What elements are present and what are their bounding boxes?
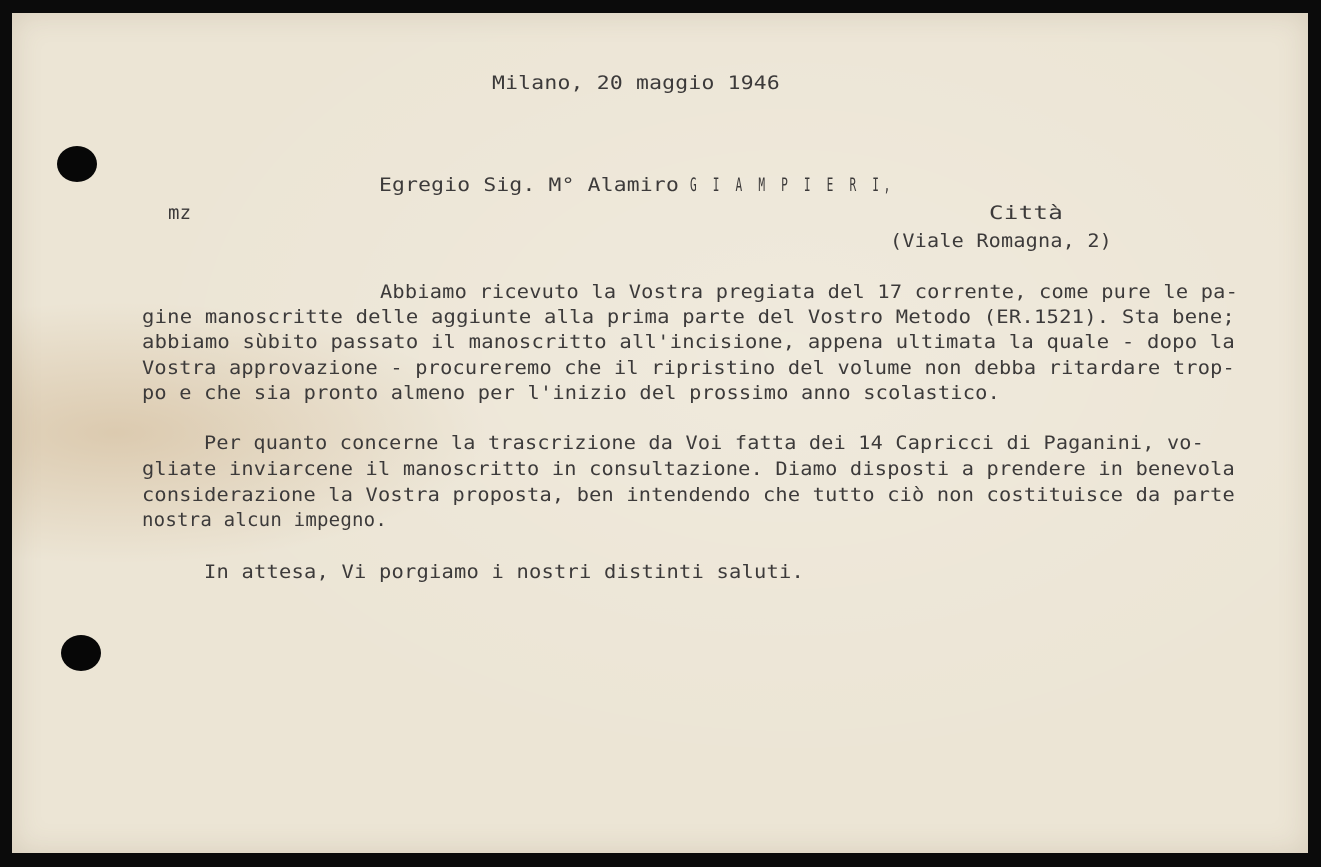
paragraph-1-line-2: gine manoscritte delle aggiunte alla prima parte del Vostro Metodo (ER.1521). Sta bene; [142, 306, 1235, 328]
paragraph-2-line-2: gliate inviarcene il manoscritto in consultazione. Diamo disposti a prendere in benevola [142, 458, 1235, 480]
paragraph-1-line-4: Vostra approvazione - procureremo che il ripristino del volume non debba ritardare trop- [142, 357, 1235, 379]
recipient-address: (Viale Romagna, 2) [890, 230, 1113, 252]
typist-initials: mz [168, 202, 192, 224]
punch-hole-bottom [61, 635, 101, 671]
letter-sheet [12, 13, 1308, 853]
recipient-surname: G I A M P I E R I, [690, 174, 896, 196]
paragraph-1-line-3: abbiamo sùbito passato il manoscritto all'incisione, appena ultimata la quale - dopo la [142, 331, 1235, 353]
paragraph-1-line-1: Abbiamo ricevuto la Vostra pregiata del 17 corrente, come pure le pa- [380, 281, 1239, 303]
paragraph-1-line-5: po e che sia pronto almeno per l'inizio del prossimo anno scolastico. [142, 382, 1001, 404]
date-line: Milano, 20 maggio 1946 [492, 72, 780, 94]
closing-line: In attesa, Vi porgiamo i nostri distinti saluti. [204, 561, 805, 583]
paragraph-2-line-1: Per quanto concerne la trascrizione da Voi fatta dei 14 Capricci di Paganini, vo- [204, 432, 1204, 454]
paragraph-2-line-4: nostra alcun impegno. [142, 509, 388, 531]
punch-hole-top [57, 146, 97, 182]
recipient-city: Città [989, 202, 1063, 224]
recipient-salutation: Egregio Sig. M° Alamiro [379, 174, 679, 196]
paragraph-2-line-3: considerazione la Vostra proposta, ben intendendo che tutto ciò non costituisce da parte [142, 484, 1235, 506]
